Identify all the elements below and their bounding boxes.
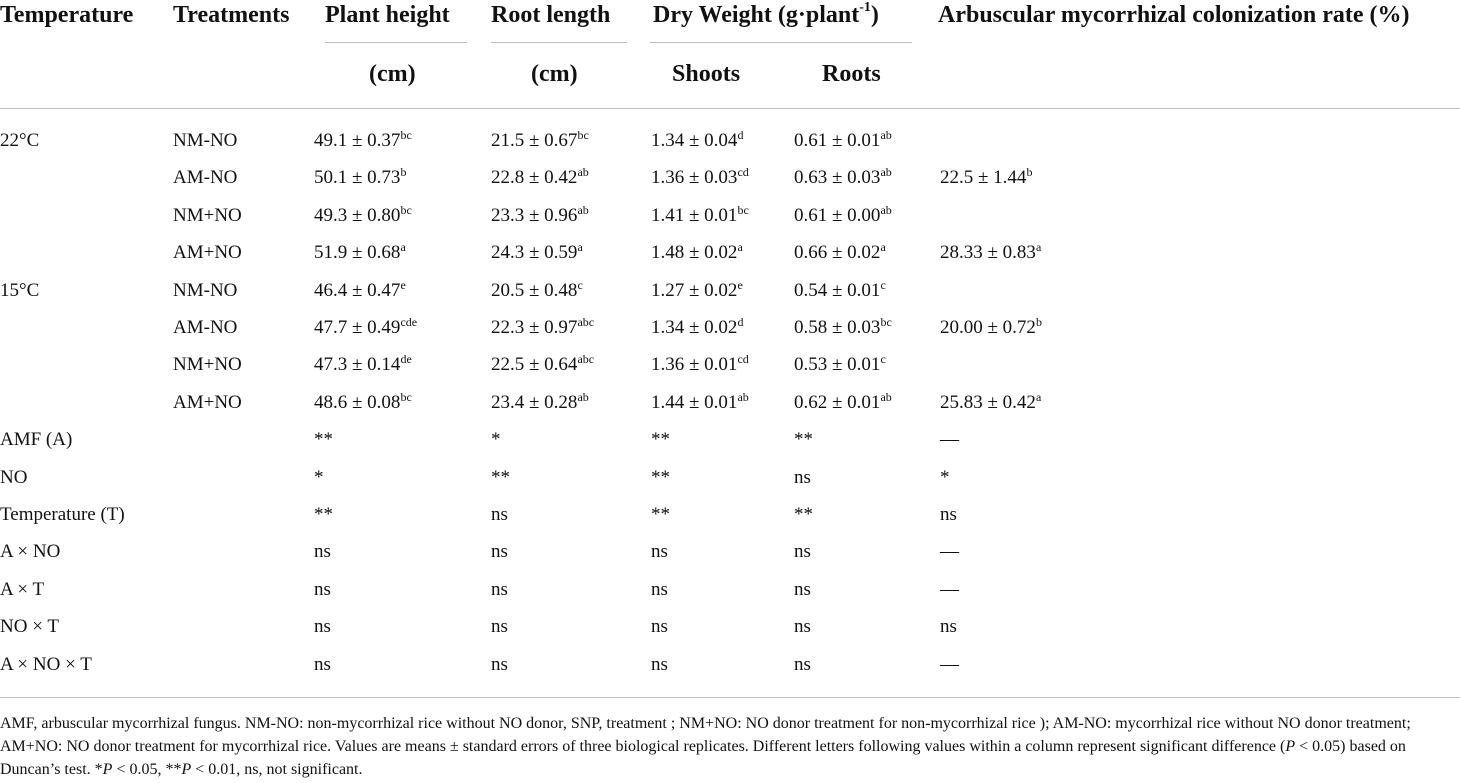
table-footnote: AMF, arbuscular mycorrhizal fungus. NM-NO: non-mycorrhizal rice without NO donor, SNP, treatment ; NM+NO: NO donor treatment for non-mycorrhizal rice ); AM-NO: mycorrhizal rice without NO donor treatment; AM+NO: NO donor treatment for mycorrhizal rice. Values are means ± standard errors of three biological replicates. Different letters following values within a column represent significant difference (P < 0.05) based on Duncan’s test. *P < 0.05, **P < 0.01, ns, not significant. [0,715,1411,778]
cell-shoots-weight: ** [651,504,670,525]
header-temperature: Temperature [0,2,134,28]
header-rule-root-length [491,42,627,43]
cell-roots-weight: 0.58 ± 0.03$^{bc}$ [794,315,892,338]
cell-am-colonization: — [940,654,959,675]
cell-shoots-weight: ** [651,429,670,450]
cell-plant-height: ns [314,654,331,675]
cell-treatment: NM+NO [173,354,242,375]
cell-root-length: 20.5 ± 0.48$^c$ [491,278,583,301]
header-am-colonization-rate: Arbuscular mycorrhizal colonization rate (%) [938,2,1410,28]
cell-shoots-weight: 1.27 ± 0.02$^e$ [651,278,743,301]
cell-plant-height: 48.6 ± 0.08$^{bc}$ [314,390,412,413]
header-roots: Roots [822,61,881,87]
cell-root-length: ns [491,579,508,600]
cell-plant-height: ns [314,541,331,562]
cell-shoots-weight: 1.48 ± 0.02$^a$ [651,240,743,263]
cell-shoots-weight: 1.44 ± 0.01$^{ab}$ [651,390,749,413]
header-shoots: Shoots [672,61,741,87]
cell-plant-height: ns [314,579,331,600]
cell-shoots-weight: 1.34 ± 0.02$^d$ [651,315,744,338]
cell-plant-height: * [314,467,324,488]
cell-roots-weight: 0.61 ± 0.01$^{ab}$ [794,128,892,151]
cell-root-length: * [491,429,501,450]
header-root-length: Root length [491,2,611,28]
cell-am-colonization: — [940,429,959,450]
header-rule-dry-weight [650,42,912,43]
cell-temperature: A × NO [0,541,61,562]
cell-plant-height: 47.7 ± 0.49$^{cde}$ [314,315,418,338]
header-treatments: Treatments [173,2,290,28]
cell-plant-height: 49.1 ± 0.37$^{bc}$ [314,128,412,151]
cell-plant-height: 49.3 ± 0.80$^{bc}$ [314,203,412,226]
cell-am-colonization: 22.5 ± 1.44$^b$ [940,165,1033,188]
cell-plant-height: ** [314,429,333,450]
cell-roots-weight: ** [794,429,813,450]
cell-am-colonization: * [940,467,950,488]
cell-root-length: 22.8 ± 0.42$^{ab}$ [491,165,589,188]
cell-temperature: 22°C [0,130,40,151]
cell-treatment: NM-NO [173,130,238,151]
cell-temperature: NO × T [0,616,59,637]
cell-roots-weight: ns [794,654,811,675]
cell-am-colonization: — [940,541,959,562]
header-rule-plant-height [325,42,467,43]
table-bottom-rule [0,697,1460,698]
cell-roots-weight: 0.53 ± 0.01$^c$ [794,352,886,375]
cell-treatment: AM+NO [173,392,242,413]
cell-root-length: ns [491,504,508,525]
cell-shoots-weight: ** [651,467,670,488]
cell-roots-weight: 0.62 ± 0.01$^{ab}$ [794,390,892,413]
cell-plant-height: 50.1 ± 0.73$^b$ [314,165,407,188]
cell-treatment: AM-NO [173,167,238,188]
cell-plant-height: 47.3 ± 0.14de [314,352,412,375]
cell-plant-height: ** [314,504,333,525]
cell-root-length: ns [491,654,508,675]
cell-roots-weight: ns [794,616,811,637]
cell-root-length: 24.3 ± 0.59$^a$ [491,240,583,263]
cell-temperature: NO [0,467,28,488]
cell-roots-weight: ** [794,504,813,525]
cell-shoots-weight: 1.36 ± 0.03$^{cd}$ [651,165,749,188]
cell-plant-height: 46.4 ± 0.47$^e$ [314,278,406,301]
cell-root-length: 22.3 ± 0.97$^{abc}$ [491,315,595,338]
cell-temperature: 15°C [0,280,40,301]
cell-treatment: NM+NO [173,205,242,226]
cell-shoots-weight: 1.34 ± 0.04$^d$ [651,128,744,151]
cell-am-colonization: ns [940,504,957,525]
cell-root-length: ** [491,467,510,488]
cell-shoots-weight: ns [651,654,668,675]
cell-plant-height: ns [314,616,331,637]
cell-am-colonization: — [940,579,959,600]
cell-treatment: AM+NO [173,242,242,263]
cell-root-length: 23.3 ± 0.96$^{ab}$ [491,203,589,226]
cell-shoots-weight: 1.41 ± 0.01$^{bc}$ [651,203,749,226]
cell-root-length: 21.5 ± 0.67$^{bc}$ [491,128,589,151]
cell-am-colonization: ns [940,616,957,637]
cell-shoots-weight: 1.36 ± 0.01$^{cd}$ [651,352,749,375]
cell-treatment: AM-NO [173,317,238,338]
cell-roots-weight: 0.54 ± 0.01$^c$ [794,278,886,301]
cell-roots-weight: 0.63 ± 0.03$^{ab}$ [794,165,892,188]
cell-shoots-weight: ns [651,541,668,562]
cell-roots-weight: ns [794,541,811,562]
header-plant-height: Plant height [325,2,450,28]
cell-roots-weight: 0.66 ± 0.02$^a$ [794,240,886,263]
header-root-length-unit: (cm) [531,61,578,87]
cell-root-length: ns [491,616,508,637]
header-plant-height-unit: (cm) [369,61,416,87]
header-dry-weight: Dry Weight (g·plant$^{-1}$) [653,0,879,28]
cell-roots-weight: 0.61 ± 0.00$^{ab}$ [794,203,892,226]
header-bottom-rule [0,108,1460,109]
cell-temperature: A × T [0,579,45,600]
cell-temperature: Temperature (T) [0,504,125,525]
cell-plant-height: 51.9 ± 0.68$^a$ [314,240,406,263]
cell-temperature: A × NO × T [0,654,92,675]
cell-am-colonization: 28.33 ± 0.83$^a$ [940,240,1042,263]
cell-am-colonization: 25.83 ± 0.42$^a$ [940,390,1042,413]
cell-shoots-weight: ns [651,579,668,600]
cell-root-length: 22.5 ± 0.64$^{abc}$ [491,352,595,375]
cell-temperature: AMF (A) [0,429,73,450]
cell-root-length: 23.4 ± 0.28$^{ab}$ [491,390,589,413]
cell-roots-weight: ns [794,467,811,488]
cell-treatment: NM-NO [173,280,238,301]
cell-roots-weight: ns [794,579,811,600]
cell-root-length: ns [491,541,508,562]
cell-shoots-weight: ns [651,616,668,637]
cell-am-colonization: 20.00 ± 0.72$^b$ [940,315,1042,338]
